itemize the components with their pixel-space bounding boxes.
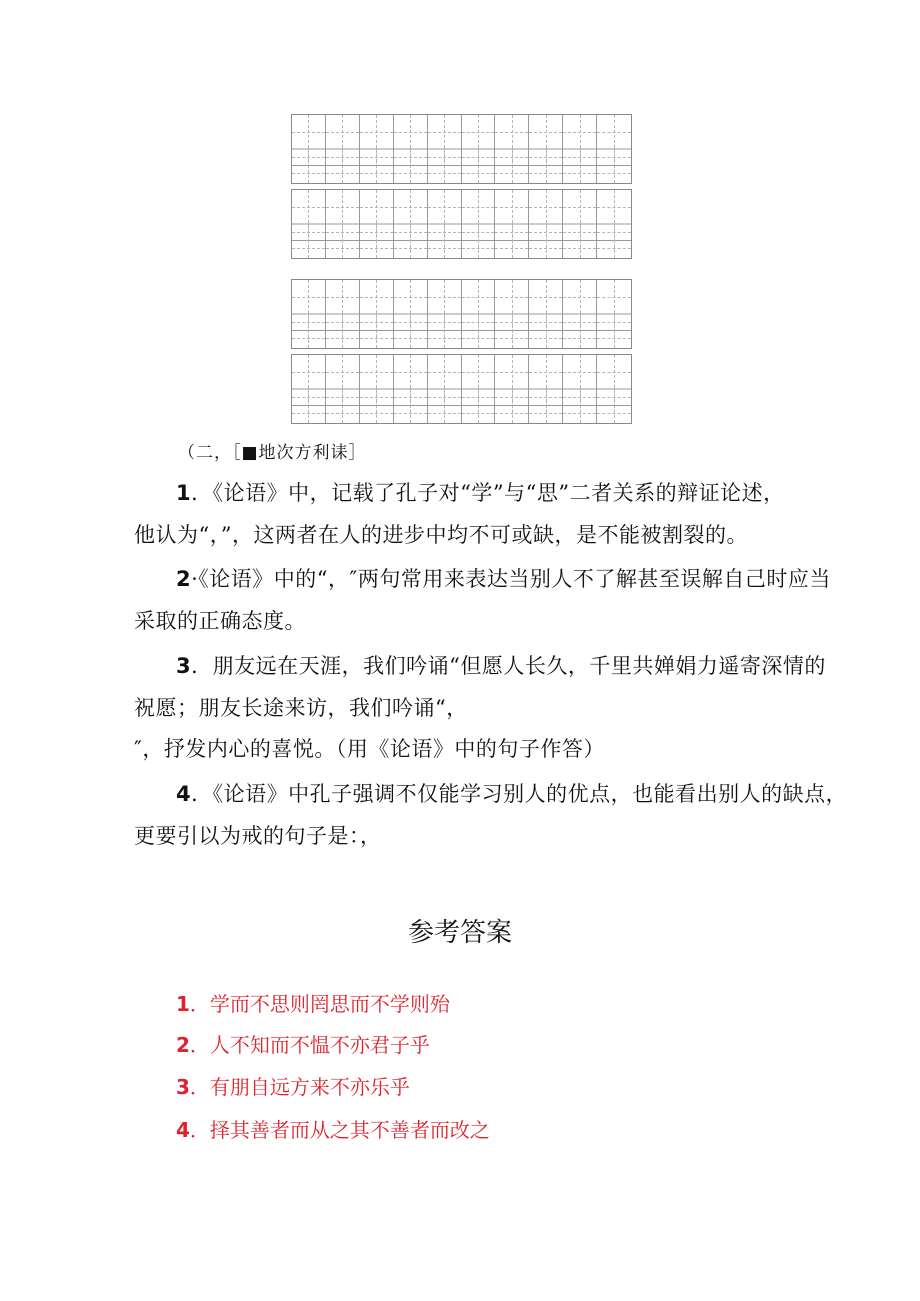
question-1-line-2: 他认为“，”，这两者在人的进步中均不可或缺，是不能被割裂的。: [134, 523, 748, 547]
answer-text: ．学而不思则罔思而不学则殆: [189, 992, 450, 1016]
question-3-line-2: 祝愿；朋友长途来访，我们吟诵“，: [134, 696, 468, 720]
writing-grid-4b: [291, 388, 632, 424]
section-label: （二，［■地次方利诔］: [178, 443, 367, 463]
writing-grid-1b: [291, 148, 632, 184]
question-number: 3: [176, 654, 192, 678]
answer-number: 2: [176, 1033, 190, 1057]
answer-number: 3: [176, 1075, 190, 1099]
answer-text: ．人不知而不愠不亦君子乎: [189, 1033, 430, 1057]
question-number: 1: [176, 481, 192, 505]
answer-4: [176, 1114, 490, 1143]
answer-number: 4: [176, 1118, 190, 1142]
writing-grid-3b: [291, 313, 632, 349]
question-1-line-1: [176, 479, 785, 507]
question-2-line-2: 采取的正确态度。: [134, 609, 306, 633]
question-4-line-1: [176, 780, 847, 808]
question-3-line-1: [176, 652, 826, 680]
answer-number: 1: [176, 992, 190, 1016]
writing-grid-2b: [291, 223, 632, 259]
question-4-line-2: 更要引以为戒的句子是：，: [134, 824, 382, 848]
answer-text: ．择其善者而从之其不善者而改之: [189, 1118, 490, 1142]
question-text: ．《论语》中孔子强调不仅能学习别人的优点，也能看出别人的缺点，: [191, 782, 848, 806]
answer-3: [176, 1071, 410, 1100]
question-text: ．朋友远在天涯，我们吟诵“但愿人长久，千里共婵娟力遥寄深情的: [191, 654, 826, 678]
question-text: ．《论语》中，记载了孔子对“学”与“思”二者关系的辩证论述，: [191, 481, 785, 505]
question-3-line-3: ″，抒发内心的喜悦。（用《论语》中的句子作答）: [134, 737, 605, 761]
answers-title: 参考答案: [407, 918, 512, 948]
answer-text: ．有朋自远方来不亦乐乎: [189, 1075, 410, 1099]
question-2-line-1: [176, 565, 831, 593]
question-number: 2: [176, 567, 192, 591]
answer-2: [176, 1029, 430, 1058]
question-text: ·《论语》中的“，″两句常用来表达当别人不了解甚至误解自己时应当: [191, 567, 831, 591]
answer-1: [176, 988, 450, 1017]
question-number: 4: [176, 782, 192, 806]
